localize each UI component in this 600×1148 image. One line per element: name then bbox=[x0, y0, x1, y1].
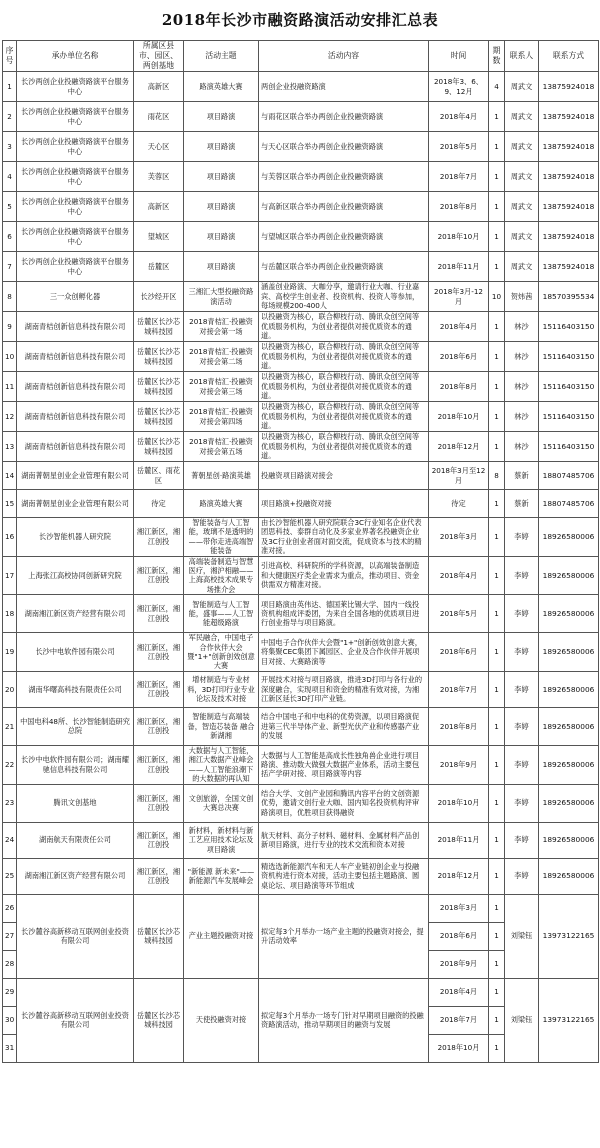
cell-content: 结合中国电子和中电科的优势资源，以项目路演促进第三代半导体产业、新型光伏产业和传感器产业的发展 bbox=[259, 707, 429, 745]
cell-district: 岳麓区长沙芯城科技园 bbox=[134, 312, 184, 342]
cell-time: 2018年9月 bbox=[429, 950, 489, 978]
cell-district: 岳麓区、雨花区 bbox=[134, 462, 184, 490]
table-row bbox=[3, 784, 599, 822]
cell-count: 1 bbox=[489, 978, 505, 1006]
cell-theme: 2018青桔汇·投融资对接会第五场 bbox=[184, 432, 259, 462]
cell-count: 1 bbox=[489, 1006, 505, 1034]
cell-phone: 18926580006 bbox=[539, 633, 599, 672]
cell-theme: 路演英雄大赛 bbox=[184, 72, 259, 102]
cell-contact: 刘梁钰 bbox=[505, 978, 539, 1062]
cell-content: 与望城区联合举办两创企业投融资路演 bbox=[259, 222, 429, 252]
cell-theme: 智能制造与人工智能，盛事——人工智能超级路演 bbox=[184, 595, 259, 633]
cell-time: 2018年12月 bbox=[429, 432, 489, 462]
cell-district: 湘江新区，湘江创投 bbox=[134, 745, 184, 784]
cell-district: 湘江新区，湘江创投 bbox=[134, 671, 184, 707]
cell-seq: 7 bbox=[3, 252, 17, 282]
cell-theme: 2018青桔汇·投融资对接会第三场 bbox=[184, 372, 259, 402]
cell-time: 2018年3月 bbox=[429, 518, 489, 557]
table-row bbox=[3, 102, 599, 132]
table-row bbox=[3, 490, 599, 518]
cell-org: 长沙麓谷高新移动互联网创业投资有限公司 bbox=[17, 894, 134, 978]
cell-contact: 李婷 bbox=[505, 633, 539, 672]
cell-content: 拟定每3个月举办一场产业主题的投融资对接会，提升活动效率 bbox=[259, 894, 429, 978]
cell-org: 湖南湘江新区资产经营有限公司 bbox=[17, 595, 134, 633]
cell-theme: 文创旅游，全国文创大赛总决赛 bbox=[184, 784, 259, 822]
cell-count: 1 bbox=[489, 252, 505, 282]
cell-seq: 29 bbox=[3, 978, 17, 1006]
cell-org: 长沙两创企业投融资路演平台服务中心 bbox=[17, 252, 134, 282]
table-row bbox=[3, 462, 599, 490]
cell-contact: 周武文 bbox=[505, 222, 539, 252]
cell-theme: 天使投融资对接 bbox=[184, 978, 259, 1062]
table-row bbox=[3, 822, 599, 858]
cell-seq: 21 bbox=[3, 707, 17, 745]
cell-seq: 3 bbox=[3, 132, 17, 162]
cell-seq: 5 bbox=[3, 192, 17, 222]
cell-count: 1 bbox=[489, 222, 505, 252]
cell-content: 与天心区联合举办两创企业投融资路演 bbox=[259, 132, 429, 162]
cell-contact: 林沙 bbox=[505, 432, 539, 462]
cell-count: 1 bbox=[489, 1034, 505, 1062]
cell-time: 2018年3月 bbox=[429, 894, 489, 922]
cell-seq: 2 bbox=[3, 102, 17, 132]
cell-contact: 周武文 bbox=[505, 192, 539, 222]
header-org: 承办单位名称 bbox=[17, 41, 134, 72]
table-row bbox=[3, 671, 599, 707]
cell-org: 长沙两创企业投融资路演平台服务中心 bbox=[17, 72, 134, 102]
cell-org: 长沙两创企业投融资路演平台服务中心 bbox=[17, 102, 134, 132]
cell-count: 1 bbox=[489, 132, 505, 162]
cell-phone: 18926580006 bbox=[539, 858, 599, 894]
cell-district: 湘江新区，湘江创投 bbox=[134, 858, 184, 894]
cell-seq: 9 bbox=[3, 312, 17, 342]
cell-seq: 6 bbox=[3, 222, 17, 252]
cell-time: 2018年10月 bbox=[429, 402, 489, 432]
cell-content: 以投融资为核心，联合柳枝行动、腾讯众创空间等优质服务机构，为创业者提供对接优质资本的通道。 bbox=[259, 372, 429, 402]
cell-time: 2018年8月 bbox=[429, 707, 489, 745]
table-row bbox=[3, 312, 599, 342]
cell-theme: "新能源 新未来"——新能源汽车发展峰会 bbox=[184, 858, 259, 894]
cell-count: 1 bbox=[489, 745, 505, 784]
cell-contact: 李婷 bbox=[505, 671, 539, 707]
cell-org: 长沙麓谷高新移动互联网创业投资有限公司 bbox=[17, 978, 134, 1062]
cell-count: 1 bbox=[489, 922, 505, 950]
cell-count: 1 bbox=[489, 784, 505, 822]
cell-district: 岳麓区 bbox=[134, 252, 184, 282]
cell-district: 雨花区 bbox=[134, 102, 184, 132]
cell-district: 岳麓区长沙芯城科技园 bbox=[134, 342, 184, 372]
cell-theme: 大数据与人工智能，湘江大数据产业峰会——人工智能浪潮下的大数据的再认知 bbox=[184, 745, 259, 784]
cell-contact: 周武文 bbox=[505, 102, 539, 132]
cell-content: 以投融资为核心，联合柳枝行动、腾讯众创空间等优质服务机构，为创业者提供对接优质资本的通道。 bbox=[259, 342, 429, 372]
cell-time: 2018年6月 bbox=[429, 922, 489, 950]
cell-seq: 19 bbox=[3, 633, 17, 672]
cell-contact: 贺炜茜 bbox=[505, 282, 539, 312]
cell-contact: 蔡新 bbox=[505, 490, 539, 518]
cell-district: 湘江新区，湘江创投 bbox=[134, 633, 184, 672]
cell-phone: 13875924018 bbox=[539, 192, 599, 222]
cell-content: 与雨花区联合举办两创企业投融资路演 bbox=[259, 102, 429, 132]
cell-contact: 李婷 bbox=[505, 822, 539, 858]
cell-content: 与高新区联合举办两创企业投融资路演 bbox=[259, 192, 429, 222]
cell-seq: 25 bbox=[3, 858, 17, 894]
table-row bbox=[3, 745, 599, 784]
cell-time: 2018年12月 bbox=[429, 858, 489, 894]
cell-district: 湘江新区，湘江创投 bbox=[134, 556, 184, 595]
cell-org: 湖南菁朝星创业企业管理有限公司 bbox=[17, 462, 134, 490]
cell-content: 由长沙智能机器人研究院联合3C行业知名企业代表团思科技、泰群自动化及多家业界著名投融资企业及3C行业创业者面对面交流，促成资本与技术的精准对接。 bbox=[259, 518, 429, 557]
cell-time: 2018年5月 bbox=[429, 595, 489, 633]
cell-phone: 15116403150 bbox=[539, 372, 599, 402]
cell-contact: 林沙 bbox=[505, 402, 539, 432]
cell-seq: 26 bbox=[3, 894, 17, 922]
cell-content: 涵盖创业路演、大咖分享，邀请行业大咖、行业嘉宾、高校学生创业者、投资机构、投资人等参加，每场规模200-400人 bbox=[259, 282, 429, 312]
cell-theme: 项目路演 bbox=[184, 102, 259, 132]
cell-theme: 2018青桔汇·投融资对接会第二场 bbox=[184, 342, 259, 372]
table-row bbox=[3, 72, 599, 102]
cell-count: 1 bbox=[489, 556, 505, 595]
header-theme: 活动主题 bbox=[184, 41, 259, 72]
table-row bbox=[3, 342, 599, 372]
cell-content: 项目路演由英伟达、德国莱比锡大学、国内一线投资机构组成评委团，为来自全国各地的优质项目进行创业指导与项目路演。 bbox=[259, 595, 429, 633]
cell-contact: 林沙 bbox=[505, 312, 539, 342]
cell-contact: 李婷 bbox=[505, 595, 539, 633]
cell-phone: 13875924018 bbox=[539, 132, 599, 162]
cell-seq: 18 bbox=[3, 595, 17, 633]
cell-phone: 13875924018 bbox=[539, 162, 599, 192]
cell-district: 长沙经开区 bbox=[134, 282, 184, 312]
cell-theme: 项目路演 bbox=[184, 222, 259, 252]
table-row bbox=[3, 252, 599, 282]
cell-time: 2018年10月 bbox=[429, 222, 489, 252]
cell-content: 航天材料、高分子材料、磁材料、金属材料产品创新项目路演，进行专业的技术交流和资本对接 bbox=[259, 822, 429, 858]
cell-seq: 4 bbox=[3, 162, 17, 192]
cell-count: 1 bbox=[489, 102, 505, 132]
table-row bbox=[3, 978, 599, 1006]
cell-org: 长沙中电软件园有限公司；湖南耀驰信息科技有限公司 bbox=[17, 745, 134, 784]
cell-phone: 13875924018 bbox=[539, 102, 599, 132]
table-row bbox=[3, 858, 599, 894]
table-row bbox=[3, 282, 599, 312]
cell-org: 湖南青桔创新信息科技有限公司 bbox=[17, 312, 134, 342]
cell-content: 引进高校、科研院所的学科资源，以高端装备制造和大健康医疗类企业需求为重点，推动项目、资金供需双方精准对接。 bbox=[259, 556, 429, 595]
cell-org: 湖南菁朝星创业企业管理有限公司 bbox=[17, 490, 134, 518]
cell-seq: 27 bbox=[3, 922, 17, 950]
cell-contact: 李婷 bbox=[505, 784, 539, 822]
cell-district: 湘江新区，湘江创投 bbox=[134, 707, 184, 745]
table-row bbox=[3, 372, 599, 402]
cell-count: 1 bbox=[489, 950, 505, 978]
cell-phone: 13875924018 bbox=[539, 72, 599, 102]
cell-contact: 周武文 bbox=[505, 72, 539, 102]
cell-phone: 15116403150 bbox=[539, 402, 599, 432]
cell-contact: 林沙 bbox=[505, 342, 539, 372]
cell-time: 2018年3、6、9、12月 bbox=[429, 72, 489, 102]
table-row bbox=[3, 707, 599, 745]
cell-theme: 项目路演 bbox=[184, 252, 259, 282]
cell-org: 湖南华曙高科技有限责任公司 bbox=[17, 671, 134, 707]
cell-count: 1 bbox=[489, 490, 505, 518]
cell-seq: 28 bbox=[3, 950, 17, 978]
cell-contact: 李婷 bbox=[505, 858, 539, 894]
cell-org: 腾讯文创基地 bbox=[17, 784, 134, 822]
cell-content: 开展技术对接与项目路演，推进3D打印与各行业的深度融合，实现项目和资金的精准有效对接，为湘江新区延长3D打印产业链。 bbox=[259, 671, 429, 707]
cell-district: 岳麓区长沙芯城科技园 bbox=[134, 894, 184, 978]
cell-seq: 30 bbox=[3, 1006, 17, 1034]
cell-theme: 智能制造与高端装备，智造芯装备 融合新湖湘 bbox=[184, 707, 259, 745]
cell-phone: 15116403150 bbox=[539, 312, 599, 342]
cell-district: 望城区 bbox=[134, 222, 184, 252]
cell-time: 2018年3月-12月 bbox=[429, 282, 489, 312]
cell-theme: 2018青桔汇·投融资对接会第一场 bbox=[184, 312, 259, 342]
cell-contact: 刘梁钰 bbox=[505, 894, 539, 978]
cell-phone: 18926580006 bbox=[539, 595, 599, 633]
cell-contact: 蔡新 bbox=[505, 462, 539, 490]
cell-theme: 项目路演 bbox=[184, 132, 259, 162]
cell-district: 岳麓区长沙芯城科技园 bbox=[134, 402, 184, 432]
cell-count: 1 bbox=[489, 707, 505, 745]
cell-org: 中国电科48所、长沙智能制造研究总院 bbox=[17, 707, 134, 745]
cell-phone: 13875924018 bbox=[539, 252, 599, 282]
cell-org: 湖南青桔创新信息科技有限公司 bbox=[17, 342, 134, 372]
table-row bbox=[3, 432, 599, 462]
cell-count: 10 bbox=[489, 282, 505, 312]
table-row bbox=[3, 518, 599, 557]
cell-seq: 13 bbox=[3, 432, 17, 462]
header-count: 期数 bbox=[489, 41, 505, 72]
header-row bbox=[3, 41, 599, 72]
cell-phone: 15116403150 bbox=[539, 432, 599, 462]
cell-count: 1 bbox=[489, 894, 505, 922]
cell-seq: 22 bbox=[3, 745, 17, 784]
cell-district: 岳麓区长沙芯城科技园 bbox=[134, 432, 184, 462]
cell-time: 2018年11月 bbox=[429, 822, 489, 858]
cell-phone: 18926580006 bbox=[539, 822, 599, 858]
table-row bbox=[3, 192, 599, 222]
cell-content: 精选选新能源汽车和无人车产业链初创企业与投融资机构进行资本对接，活动主要包括主题路演、圆桌论坛、项目路演等环节组成 bbox=[259, 858, 429, 894]
cell-phone: 18807485706 bbox=[539, 490, 599, 518]
cell-phone: 18926580006 bbox=[539, 518, 599, 557]
cell-org: 长沙两创企业投融资路演平台服务中心 bbox=[17, 162, 134, 192]
cell-seq: 10 bbox=[3, 342, 17, 372]
cell-seq: 11 bbox=[3, 372, 17, 402]
cell-district: 高新区 bbox=[134, 192, 184, 222]
cell-count: 1 bbox=[489, 822, 505, 858]
cell-count: 1 bbox=[489, 595, 505, 633]
cell-theme: 增材制造与专业材料，3D打印行业专业论坛及技术对接 bbox=[184, 671, 259, 707]
cell-theme: 新材料，新材料与新工艺应用技术论坛及项目路演 bbox=[184, 822, 259, 858]
cell-theme: 项目路演 bbox=[184, 162, 259, 192]
cell-count: 1 bbox=[489, 162, 505, 192]
cell-theme: 智能装备与人工智能，玻璃不是透明的——带你走进高端智能装备 bbox=[184, 518, 259, 557]
cell-count: 4 bbox=[489, 72, 505, 102]
cell-org: 长沙两创企业投融资路演平台服务中心 bbox=[17, 132, 134, 162]
cell-contact: 林沙 bbox=[505, 372, 539, 402]
cell-time: 2018年4月 bbox=[429, 978, 489, 1006]
cell-seq: 15 bbox=[3, 490, 17, 518]
cell-phone: 15116403150 bbox=[539, 342, 599, 372]
cell-time: 2018年4月 bbox=[429, 556, 489, 595]
cell-seq: 24 bbox=[3, 822, 17, 858]
table-row bbox=[3, 595, 599, 633]
cell-time: 2018年9月 bbox=[429, 745, 489, 784]
header-contact: 联系人 bbox=[505, 41, 539, 72]
cell-seq: 14 bbox=[3, 462, 17, 490]
cell-time: 2018年7月 bbox=[429, 671, 489, 707]
cell-content: 与芙蓉区联合举办两创企业投融资路演 bbox=[259, 162, 429, 192]
cell-content: 中国电子合作伙伴大会暨"1+"创新创效创意大赛，将集聚CEC集团下属园区、企业及合作伙伴开展项目对接、大赛路演等 bbox=[259, 633, 429, 672]
cell-time: 2018年3月至12月 bbox=[429, 462, 489, 490]
cell-content: 与岳麓区联合举办两创企业投融资路演 bbox=[259, 252, 429, 282]
schedule-table bbox=[2, 40, 599, 1063]
cell-content: 结合大学、文创产业园和腾讯内容平台的文创资源优势，邀请文创行业大咖、国内知名投资机构评审路演项目，优胜项目获得融资 bbox=[259, 784, 429, 822]
cell-content: 大数据与人工智能是高成长性独角兽企业进行项目路演、推动数大做强大数据产业体系，活动主要包括产学研对接、项目路演等内容 bbox=[259, 745, 429, 784]
cell-theme: 2018青桔汇·投融资对接会第四场 bbox=[184, 402, 259, 432]
cell-phone: 13973122165 bbox=[539, 894, 599, 978]
cell-phone: 18570395534 bbox=[539, 282, 599, 312]
cell-org: 长沙两创企业投融资路演平台服务中心 bbox=[17, 222, 134, 252]
cell-phone: 13973122165 bbox=[539, 978, 599, 1062]
cell-org: 三一众创孵化器 bbox=[17, 282, 134, 312]
cell-time: 2018年7月 bbox=[429, 162, 489, 192]
cell-theme: 军民融合，中国电子合作伙伴大会暨"1+"创新创效创意大赛 bbox=[184, 633, 259, 672]
cell-content: 以投融资为核心，联合柳枝行动、腾讯众创空间等优质服务机构，为创业者提供对接优质资本的通道。 bbox=[259, 402, 429, 432]
cell-content: 项目路演+投融资对接 bbox=[259, 490, 429, 518]
cell-count: 1 bbox=[489, 312, 505, 342]
cell-phone: 18926580006 bbox=[539, 671, 599, 707]
cell-phone: 18807485706 bbox=[539, 462, 599, 490]
cell-time: 2018年7月 bbox=[429, 1006, 489, 1034]
cell-time: 2018年8月 bbox=[429, 372, 489, 402]
cell-theme: 菁朝星创·路演英雄 bbox=[184, 462, 259, 490]
cell-count: 1 bbox=[489, 432, 505, 462]
table-body bbox=[3, 72, 599, 1063]
cell-time: 2018年6月 bbox=[429, 342, 489, 372]
cell-seq: 17 bbox=[3, 556, 17, 595]
cell-count: 1 bbox=[489, 372, 505, 402]
header-phone: 联系方式 bbox=[539, 41, 599, 72]
cell-org: 湖南青桔创新信息科技有限公司 bbox=[17, 402, 134, 432]
cell-time: 2018年10月 bbox=[429, 1034, 489, 1062]
cell-time: 2018年10月 bbox=[429, 784, 489, 822]
cell-phone: 13875924018 bbox=[539, 222, 599, 252]
cell-phone: 18926580006 bbox=[539, 707, 599, 745]
cell-org: 湖南青桔创新信息科技有限公司 bbox=[17, 372, 134, 402]
cell-seq: 16 bbox=[3, 518, 17, 557]
cell-org: 湖南湘江新区资产经营有限公司 bbox=[17, 858, 134, 894]
cell-theme: 产业主题投融资对接 bbox=[184, 894, 259, 978]
cell-count: 1 bbox=[489, 633, 505, 672]
cell-time: 2018年5月 bbox=[429, 132, 489, 162]
cell-org: 长沙中电软件园有限公司 bbox=[17, 633, 134, 672]
cell-time: 2018年6月 bbox=[429, 633, 489, 672]
cell-contact: 周武文 bbox=[505, 252, 539, 282]
cell-time: 待定 bbox=[429, 490, 489, 518]
cell-district: 高新区 bbox=[134, 72, 184, 102]
cell-org: 湖南航天有限责任公司 bbox=[17, 822, 134, 858]
table-row bbox=[3, 132, 599, 162]
cell-org: 长沙两创企业投融资路演平台服务中心 bbox=[17, 192, 134, 222]
page-title: 2018年长沙市融资路演活动安排汇总表 bbox=[161, 11, 439, 29]
header-district: 所属区县市、园区、两创基地 bbox=[134, 41, 184, 72]
cell-theme: 三湘汇大型投融资路演活动 bbox=[184, 282, 259, 312]
cell-theme: 路演英雄大赛 bbox=[184, 490, 259, 518]
cell-district: 待定 bbox=[134, 490, 184, 518]
cell-seq: 23 bbox=[3, 784, 17, 822]
cell-content: 拟定每3个月举办一场专门针对早期项目融资的投融资路演活动，推动早期项目的融资与发展 bbox=[259, 978, 429, 1062]
table-row bbox=[3, 894, 599, 922]
cell-count: 1 bbox=[489, 192, 505, 222]
cell-district: 湘江新区，湘江创投 bbox=[134, 822, 184, 858]
table-row bbox=[3, 633, 599, 672]
cell-contact: 李婷 bbox=[505, 707, 539, 745]
table-row bbox=[3, 222, 599, 252]
cell-seq: 8 bbox=[3, 282, 17, 312]
table-row bbox=[3, 162, 599, 192]
cell-content: 两创企业投融资路演 bbox=[259, 72, 429, 102]
cell-count: 1 bbox=[489, 342, 505, 372]
cell-phone: 18926580006 bbox=[539, 556, 599, 595]
cell-seq: 20 bbox=[3, 671, 17, 707]
cell-content: 以投融资为核心，联合柳枝行动、腾讯众创空间等优质服务机构，为创业者提供对接优质资本的通道。 bbox=[259, 312, 429, 342]
cell-contact: 李婷 bbox=[505, 556, 539, 595]
cell-district: 湘江新区，湘江创投 bbox=[134, 518, 184, 557]
cell-district: 岳麓区长沙芯城科技园 bbox=[134, 978, 184, 1062]
cell-count: 1 bbox=[489, 402, 505, 432]
cell-seq: 31 bbox=[3, 1034, 17, 1062]
cell-phone: 18926580006 bbox=[539, 745, 599, 784]
cell-theme: 高端装备制造与智慧医疗，湘沪相融——上海高校技术成果专场推介会 bbox=[184, 556, 259, 595]
cell-content: 以投融资为核心，联合柳枝行动、腾讯众创空间等优质服务机构，为创业者提供对接优质资本的通道。 bbox=[259, 432, 429, 462]
cell-phone: 18926580006 bbox=[539, 784, 599, 822]
cell-count: 1 bbox=[489, 858, 505, 894]
cell-time: 2018年4月 bbox=[429, 312, 489, 342]
cell-seq: 1 bbox=[3, 72, 17, 102]
cell-district: 岳麓区长沙芯城科技园 bbox=[134, 372, 184, 402]
cell-count: 8 bbox=[489, 462, 505, 490]
header-content: 活动内容 bbox=[259, 41, 429, 72]
cell-count: 1 bbox=[489, 518, 505, 557]
cell-district: 湘江新区，湘江创投 bbox=[134, 595, 184, 633]
cell-district: 芙蓉区 bbox=[134, 162, 184, 192]
header-time: 时间 bbox=[429, 41, 489, 72]
cell-district: 天心区 bbox=[134, 132, 184, 162]
table-row bbox=[3, 402, 599, 432]
cell-time: 2018年8月 bbox=[429, 192, 489, 222]
cell-org: 长沙智能机器人研究院 bbox=[17, 518, 134, 557]
cell-time: 2018年4月 bbox=[429, 102, 489, 132]
cell-content: 投融资项目路演对接会 bbox=[259, 462, 429, 490]
cell-time: 2018年11月 bbox=[429, 252, 489, 282]
cell-org: 湖南青桔创新信息科技有限公司 bbox=[17, 432, 134, 462]
cell-district: 湘江新区，湘江创投 bbox=[134, 784, 184, 822]
cell-count: 1 bbox=[489, 671, 505, 707]
cell-theme: 项目路演 bbox=[184, 192, 259, 222]
table-row bbox=[3, 556, 599, 595]
cell-contact: 李婷 bbox=[505, 518, 539, 557]
cell-org: 上海张江高校协同创新研究院 bbox=[17, 556, 134, 595]
cell-seq: 12 bbox=[3, 402, 17, 432]
header-seq: 序号 bbox=[3, 41, 17, 72]
cell-contact: 周武文 bbox=[505, 162, 539, 192]
cell-contact: 李婷 bbox=[505, 745, 539, 784]
cell-contact: 周武文 bbox=[505, 132, 539, 162]
